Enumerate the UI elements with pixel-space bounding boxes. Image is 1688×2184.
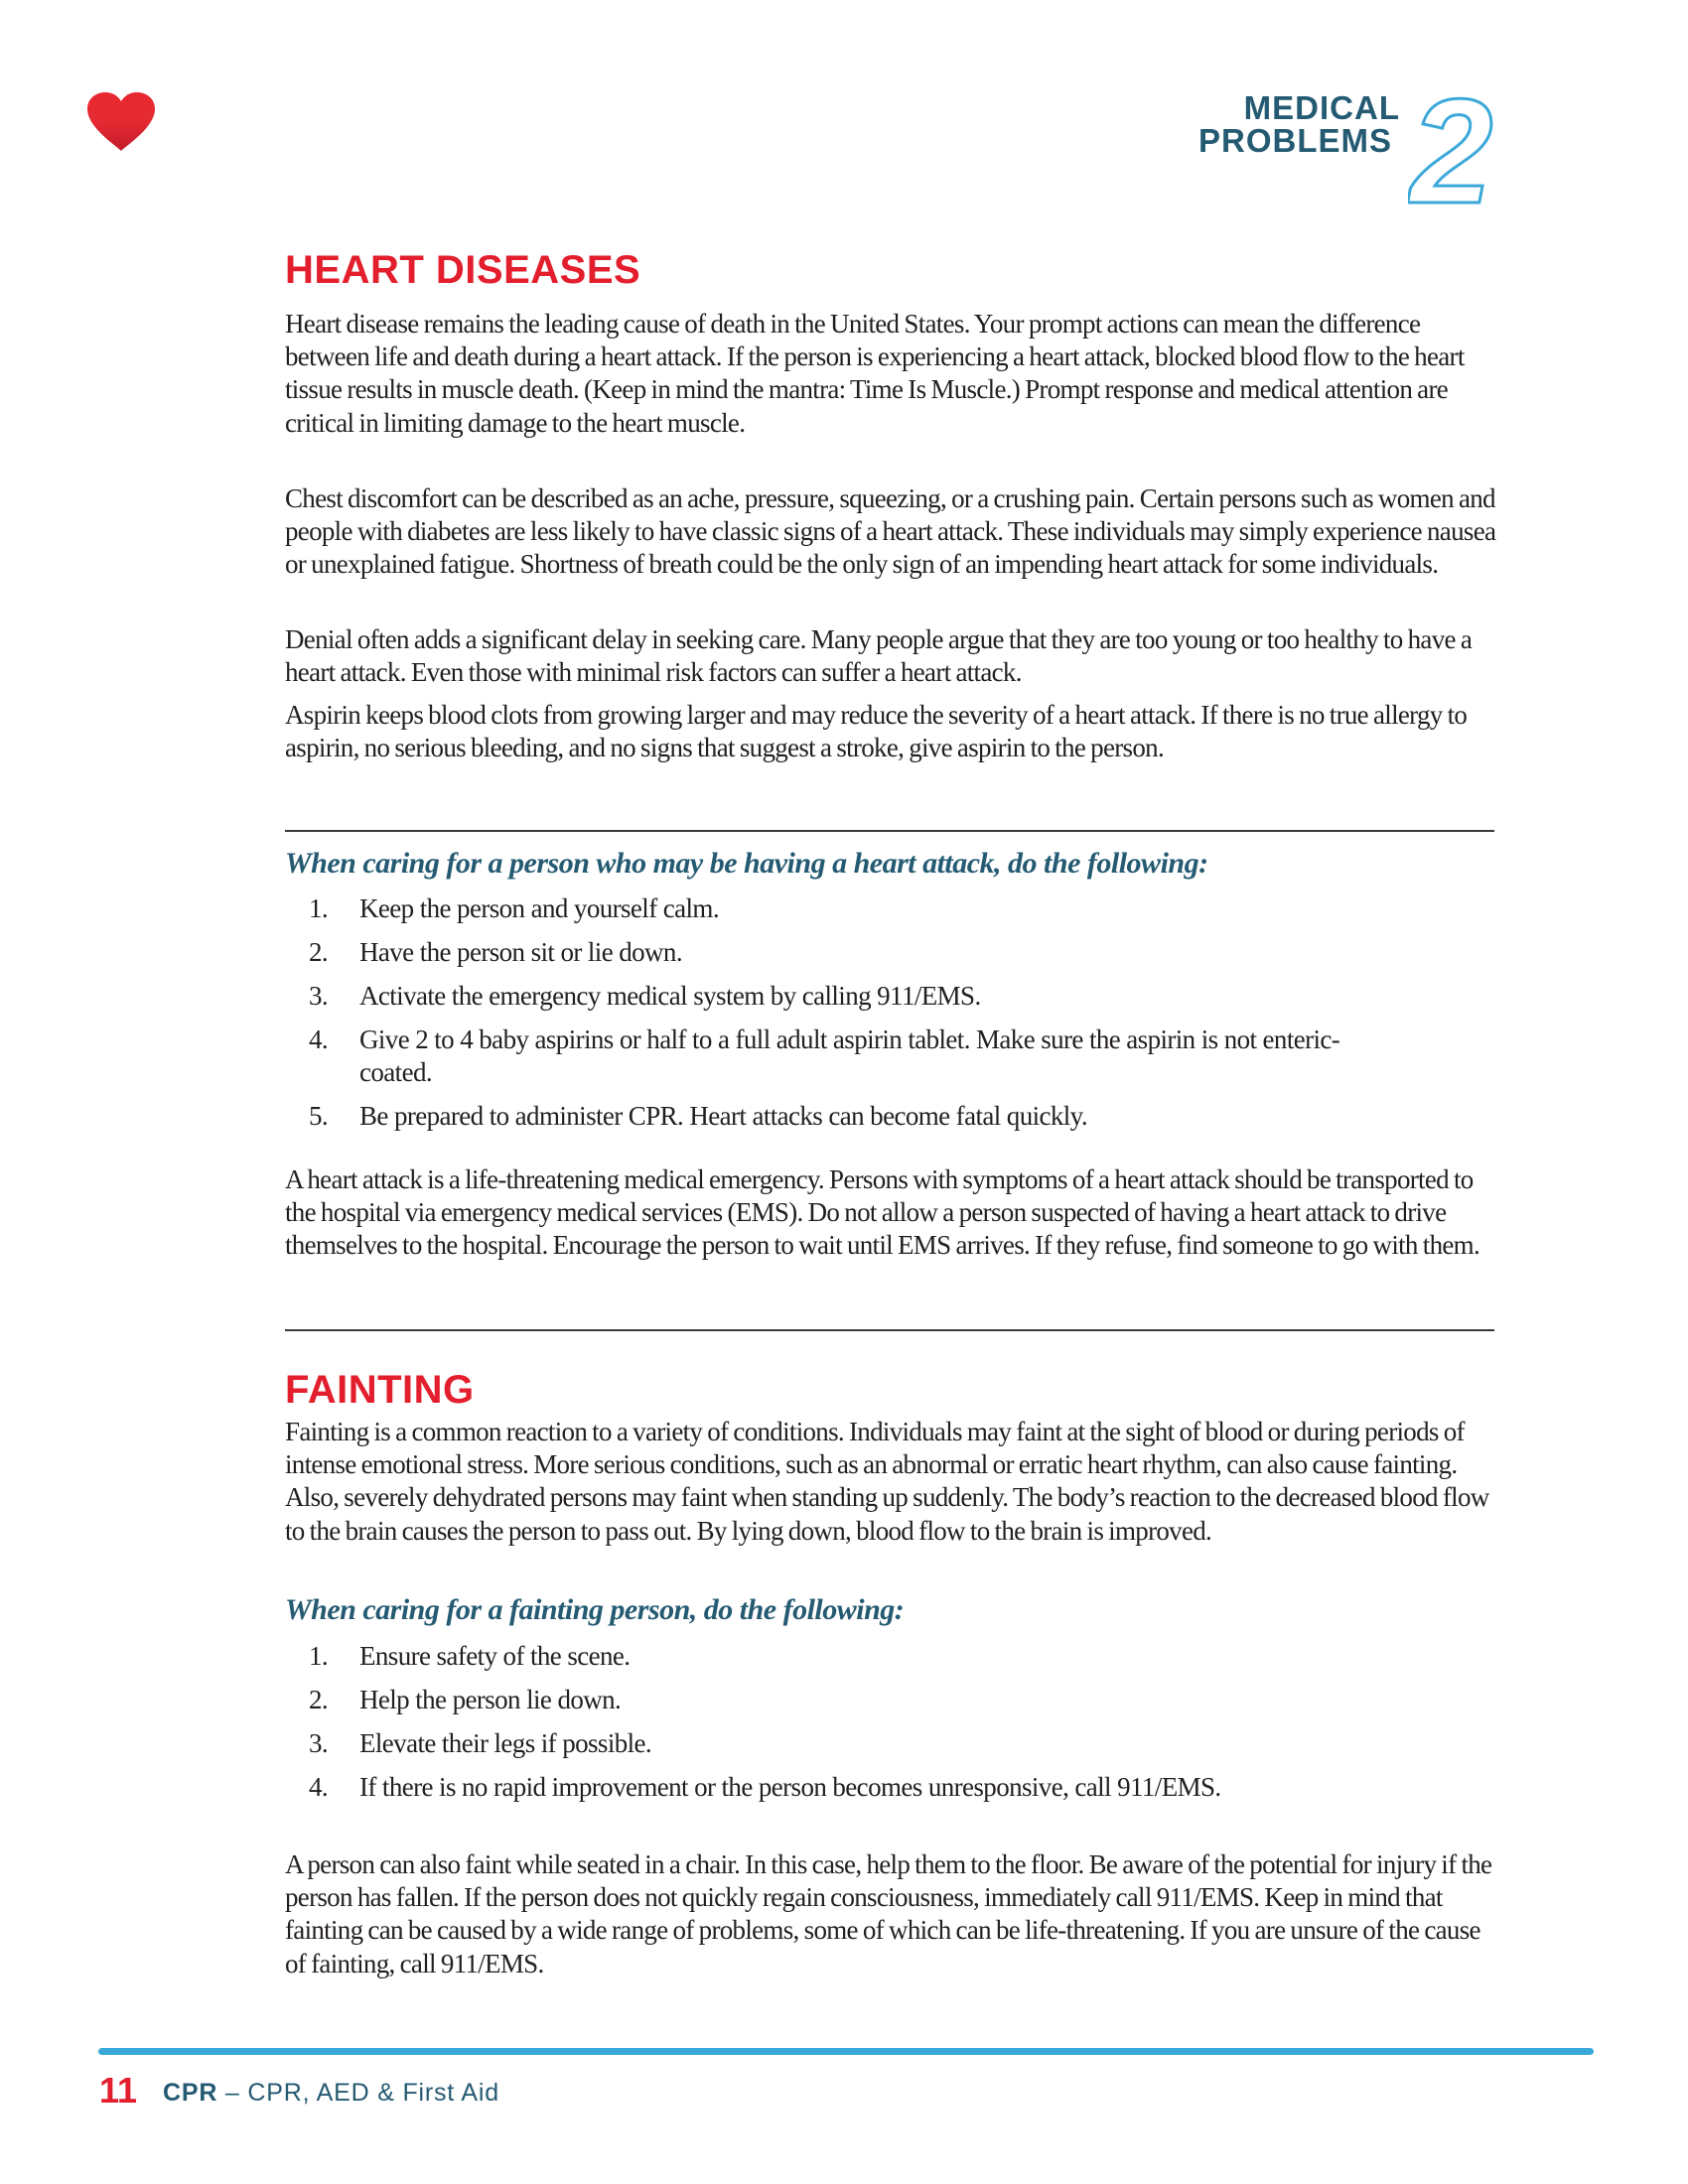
steps-heading: When caring for a person who may be having a heart attack, do the following: <box>285 847 1208 880</box>
svg-text:2: 2 <box>1410 91 1493 208</box>
list-item: 3. Elevate their legs if possible. <box>309 1728 652 1758</box>
footer-title-rest: – CPR, AED & First Aid <box>217 2079 499 2107</box>
chapter-label-line1: MEDICAL <box>1243 89 1400 126</box>
paragraph: A person can also faint while seated in a chair. In this case, help them to the floor. Be aware of the potential for injury if the person has fallen. If the person does not quickly regain consciousness, immediately call 911/EMS. Keep in mind that fainting can be caused by a wide range of problems, some of which can be life-threatening. If you are unsure of the cause of fainting, call 911/EMS. <box>285 1849 1492 1979</box>
fainting-steps-list <box>285 1640 1501 1815</box>
paragraph: Heart disease remains the leading cause of death in the United States. Your prompt actions can mean the difference between life and death during a heart attack. If the person is experiencing a heart attack, blocked blood flow to the heart tissue results in muscle death. (Keep in mind the mantra: Time Is Muscle.) Prompt response and medical attention are critical in limiting damage to the heart muscle. <box>285 309 1465 438</box>
list-item: 3. Activate the emergency medical system by calling 911/EMS. <box>309 981 981 1011</box>
steps-heading: When caring for a fainting person, do the following: <box>285 1593 905 1626</box>
paragraph: Fainting is a common reaction to a variety of conditions. Individuals may faint at the sight of blood or during periods of intense emotional stress. More serious conditions, such as an abnormal or erratic heart rhythm, can also cause fainting. Also, severely dehydrated persons may faint when standing up suddenly. The body’s reaction to the decreased blood flow to the brain causes the person to pass out. By lying down, blood flow to the brain is improved. <box>285 1417 1489 1546</box>
section-divider <box>285 1329 1494 1331</box>
paragraph: Denial often adds a significant delay in seeking care. Many people argue that they are too young or too healthy to have a heart attack. Even those with minimal risk factors can suffer a heart attack. <box>285 624 1473 688</box>
paragraph: Chest discomfort can be described as an ache, pressure, squeezing, or a crushing pain. Certain persons such as women and people with diabetes are less likely to have classic signs of a heart attack. These individuals may simply experience nausea or unexplained fatigue. Shortness of breath could be the only sign of an impending heart attack for some individuals. <box>285 483 1496 580</box>
chapter-label <box>1198 91 1400 157</box>
chapter-number-outline <box>1408 91 1509 208</box>
heart-attack-steps-list <box>285 892 1501 1144</box>
footer-title <box>163 2079 499 2107</box>
list-item: 2. Have the person sit or lie down. <box>309 937 682 967</box>
list-item: 4. Give 2 to 4 baby aspirins or half to a full adult aspirin tablet. Make sure the aspirin is not enteric-coated. <box>309 1024 1340 1087</box>
paragraph: Aspirin keeps blood clots from growing larger and may reduce the severity of a heart attack. If there is no true allergy to aspirin, no serious bleeding, and no signs that suggest a stroke, give aspirin to the person. <box>285 700 1468 763</box>
footer-title-bold: CPR <box>163 2079 218 2107</box>
paragraph: A heart attack is a life-threatening medical emergency. Persons with symptoms of a heart attack should be transported to the hospital via emergency medical services (EMS). Do not allow a person suspected of having a heart attack to drive themselves to the hospital. Encourage the person to wait until EMS arrives. If they refuse, find someone to go with them. <box>285 1164 1480 1261</box>
list-item: 1. Keep the person and yourself calm. <box>309 893 719 923</box>
section-title-fainting: FAINTING <box>285 1368 475 1412</box>
section-title-heart-diseases: HEART DISEASES <box>285 248 641 292</box>
list-item: 1. Ensure safety of the scene. <box>309 1641 631 1671</box>
list-item: 4. If there is no rapid improvement or the person becomes unresponsive, call 911/EMS. <box>309 1772 1221 1802</box>
page-number: 11 <box>99 2070 138 2111</box>
list-item: 2. Help the person lie down. <box>309 1685 622 1714</box>
section-divider <box>285 830 1494 832</box>
chapter-label-line2: PROBLEMS <box>1197 122 1392 159</box>
list-item: 5. Be prepared to administer CPR. Heart attacks can become fatal quickly. <box>309 1101 1087 1131</box>
footer-bar <box>98 2048 1594 2055</box>
heart-icon <box>85 91 157 153</box>
